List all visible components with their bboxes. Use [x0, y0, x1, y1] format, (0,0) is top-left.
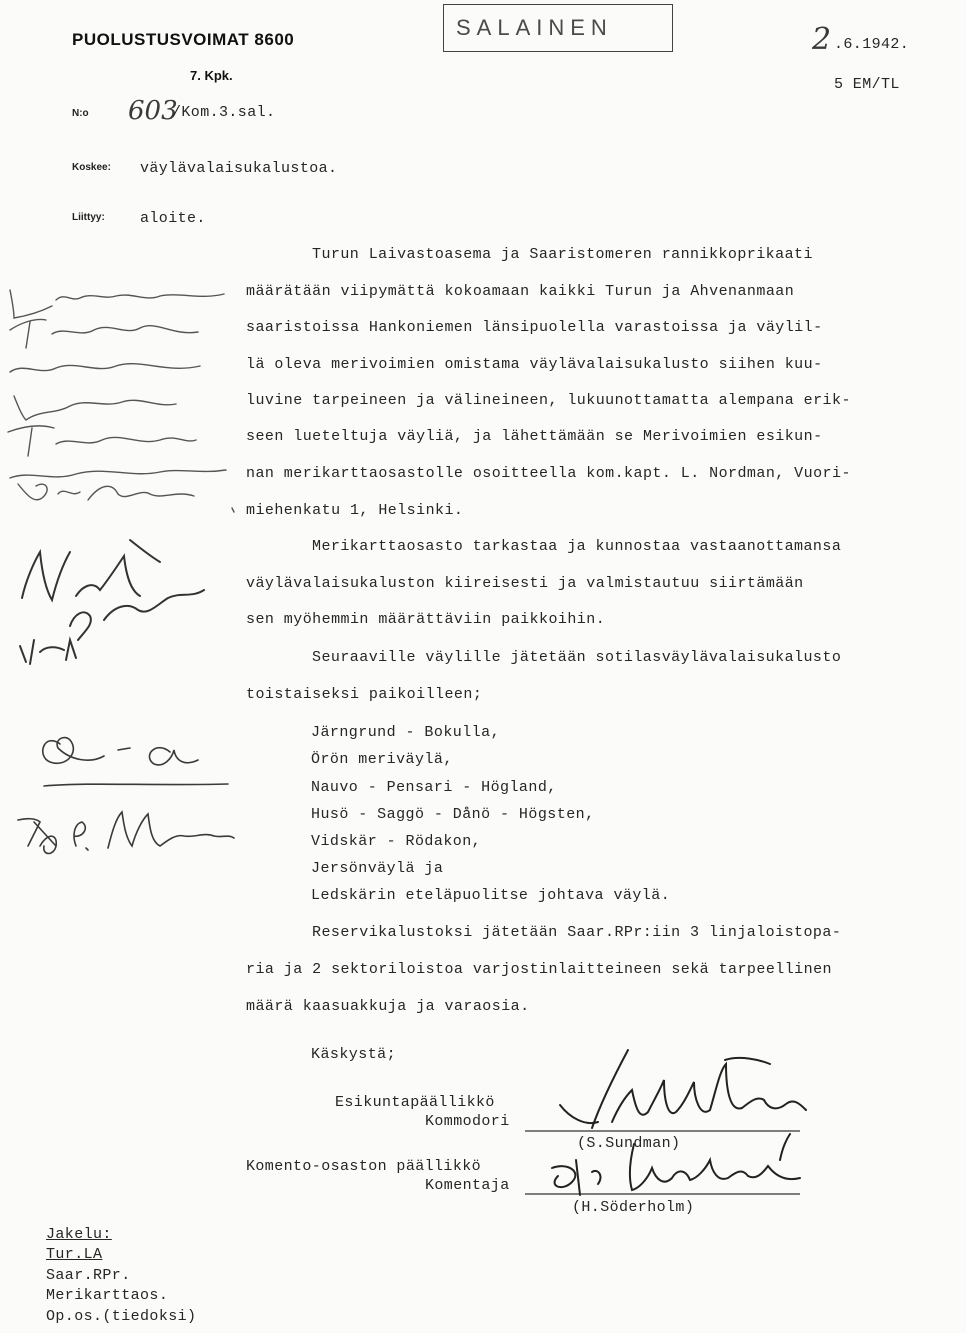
subject-value: väylävalaisukalustoa. [140, 160, 338, 177]
order-phrase: Käskystä; [311, 1046, 397, 1063]
subject-label: Koskee: [72, 162, 111, 173]
body-line: väylävalaisukaluston kiireisesti ja valmistautuu siirtämään [246, 575, 804, 592]
seen-note-handwriting [20, 540, 204, 664]
body-line: saaristoissa Hankoniemen länsipuolella varastoissa ja väylil- [246, 319, 823, 336]
chief-title-1: Esikuntapäällikkö [335, 1094, 495, 1111]
waterway-item: Järngrund - Bokulla, [311, 724, 501, 741]
body-line: Seuraaville väylille jätetään sotilasväylävalaisukalusto [312, 649, 842, 666]
unit-label: 7. Kpk. [190, 68, 233, 83]
waterway-item: Ledskärin eteläpuolitse johtava väylä. [311, 887, 671, 904]
body-line: Merikarttaosasto tarkastaa ja kunnostaa vastaanottamansa [312, 538, 842, 555]
distribution-label: Jakelu: [46, 1226, 112, 1243]
stamp-text: SALAINEN [456, 15, 613, 40]
org-heading: PUOLUSTUSVOIMAT 8600 [72, 30, 295, 49]
mattila-signature [18, 812, 234, 854]
distribution-item: Op.os.(tiedoksi) [46, 1308, 197, 1325]
body-line: luvine tarpeineen ja välineineen, lukuunottamatta alempana erik- [246, 392, 851, 409]
body-line: määrätään viipymättä kokoamaan kaikki Turun ja Ahvenanmaan [246, 283, 795, 300]
attachment-value: aloite. [140, 210, 206, 227]
distribution-item: Saar.RPr. [46, 1267, 131, 1284]
number-label: N:o [72, 108, 89, 119]
waterway-item: Jersönväylä ja [311, 860, 444, 877]
body-line: seen lueteltuja väyliä, ja lähettämään se Merivoimien esikun- [246, 428, 823, 445]
distribution-item: Merikarttaos. [46, 1287, 169, 1304]
body-line: lä oleva merivoimien omistama väylävalaisukalusto siihen kuu- [246, 356, 823, 373]
ops-printed-name: (H.Söderholm) [572, 1199, 695, 1216]
chief-title-2: Kommodori [425, 1113, 510, 1130]
date-typed: .6.1942. [834, 36, 910, 53]
soderholm-signature [552, 1134, 800, 1195]
ops-title-2: Komentaja [425, 1177, 510, 1194]
number-typed: /Kom.3.sal. [172, 104, 276, 121]
body-line: sen myöhemmin määrättäviin paikkoihin. [246, 611, 606, 628]
chief-printed-name: (S.Sundman) [577, 1135, 681, 1152]
body-line: ria ja 2 sektoriloistoa varjostinlaitteineen sekä tarpeellinen [246, 961, 832, 978]
ops-title-1: Komento-osaston päällikkö [246, 1158, 482, 1175]
waterway-item: Husö - Saggö - Dånö - Högsten, [311, 806, 595, 823]
waterway-item: Nauvo - Pensari - Högland, [311, 779, 557, 796]
body-line: Turun Laivastoasema ja Saaristomeren rannikkoprikaati [312, 246, 813, 263]
body-line: määrä kaasuakkuja ja varaosia. [246, 998, 530, 1015]
waterway-item: Örön meriväylä, [311, 751, 453, 768]
body-line: miehenkatu 1, Helsinki. [246, 502, 464, 519]
waterway-item: Vidskär - Rödakon, [311, 833, 482, 850]
reference-code: 5 EM/TL [834, 76, 900, 93]
body-line: nan merikarttaosastolle osoitteella kom.kapt. L. Nordman, Vuori- [246, 465, 851, 482]
attachment-label: Liittyy: [72, 212, 105, 223]
number-handwritten: 603 [128, 96, 178, 126]
date-handwritten: 2 [812, 22, 832, 57]
body-line: toistaiseksi paikoilleen; [246, 686, 483, 703]
initials-handwriting [43, 738, 228, 786]
body-line: Reservikalustoksi jätetään Saar.RPr:iin 3 linjaloistopa- [312, 924, 842, 941]
sundman-signature [560, 1050, 806, 1128]
distribution-item: Tur.LA [46, 1246, 103, 1263]
margin-note [6, 284, 236, 514]
